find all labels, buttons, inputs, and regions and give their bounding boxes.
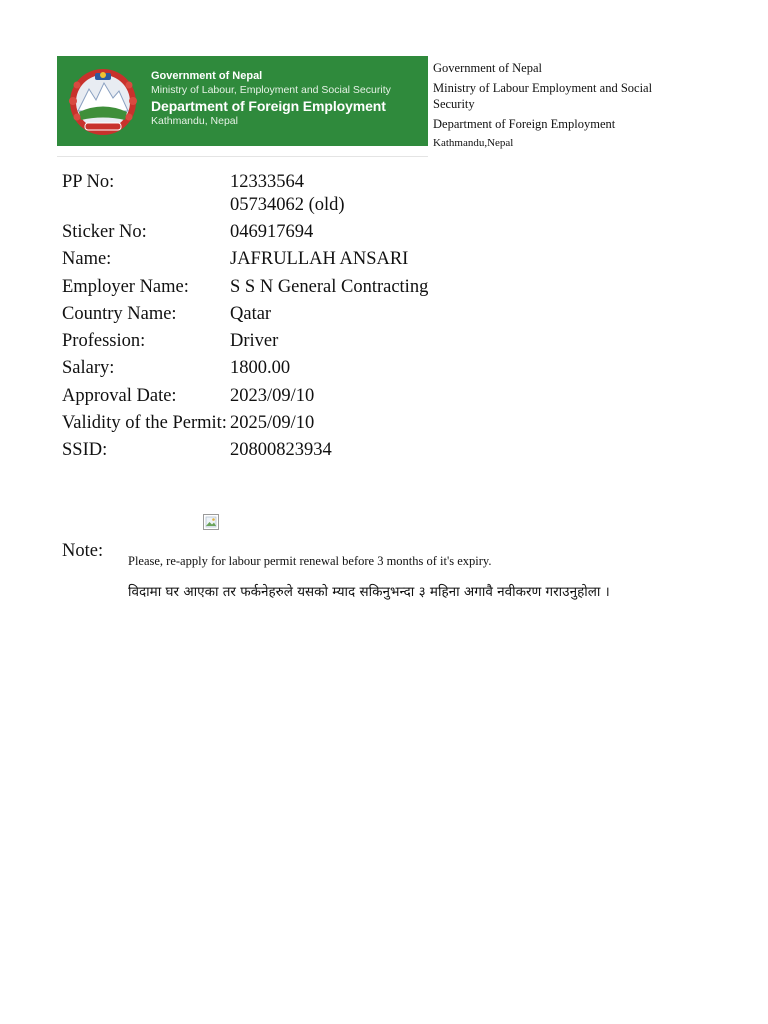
banner-location: Kathmandu, Nepal: [151, 115, 238, 127]
pp-no-value: 12333564: [230, 172, 304, 192]
profession-value: Driver: [230, 331, 279, 352]
employer-name-label: Employer Name:: [62, 276, 189, 297]
detail-row-country-name: [62, 303, 428, 326]
pp-no-label: PP No:: [62, 172, 115, 192]
gov-info-ministry: Ministry of Labour Employment and Social Security: [433, 81, 653, 111]
profession-label: Profession:: [62, 331, 146, 352]
pp-no-old-value: 05734062 (old): [230, 195, 345, 215]
banner-text: [151, 69, 391, 128]
gov-info-location: Kathmandu,Nepal: [433, 137, 514, 149]
detail-row-approval-date: [62, 385, 428, 408]
detail-row-validity: [62, 412, 428, 435]
detail-row-name: [62, 248, 428, 271]
detail-row-employer-name: [62, 276, 428, 299]
gov-info-government: Government of Nepal: [433, 61, 542, 75]
detail-row-sticker-no: [62, 221, 428, 244]
pp-no-values: [230, 171, 345, 217]
header-divider: [57, 156, 428, 157]
permit-details: [62, 171, 428, 462]
note-label: Note:: [62, 541, 104, 561]
nepal-emblem-icon: [65, 65, 141, 137]
banner-government: Government of Nepal: [151, 70, 263, 82]
banner-department: Department of Foreign Employment: [151, 98, 386, 114]
detail-row-ssid: [62, 439, 428, 462]
department-banner: [57, 56, 428, 146]
gov-info-department: Department of Foreign Employment: [433, 117, 616, 131]
detail-row-salary: [62, 357, 428, 380]
country-name-value: Qatar: [230, 303, 272, 324]
validity-value: 2025/09/10: [230, 413, 315, 434]
salary-label: Salary:: [62, 358, 115, 379]
detail-row-pp-no: [62, 171, 428, 217]
salary-value: 1800.00: [230, 358, 291, 379]
ssid-value: 20800823934: [230, 440, 332, 461]
banner-ministry: Ministry of Labour, Employment and Social Security: [151, 84, 391, 96]
employer-name-value: S S N General Contracting: [230, 276, 429, 297]
validity-label: Validity of the Permit:: [62, 413, 227, 434]
note-english-text: Please, re-apply for labour permit renewal before 3 months of it's expiry.: [128, 554, 492, 568]
note-nepali-text: विदामा घर आएका तर फर्कनेहरुले यसको म्याद सकिनुभन्दा ३ महिना अगावै नवीकरण गराउनुहोला ।: [128, 584, 610, 600]
detail-row-profession: [62, 330, 428, 353]
approval-date-value: 2023/09/10: [230, 385, 315, 406]
government-info: [433, 60, 693, 151]
name-value: JAFRULLAH ANSARI: [230, 249, 409, 270]
name-label: Name:: [62, 249, 112, 270]
sticker-no-label: Sticker No:: [62, 222, 147, 242]
broken-image-icon: [203, 514, 219, 530]
sticker-no-value: 046917694: [230, 222, 314, 242]
country-name-label: Country Name:: [62, 303, 177, 324]
approval-date-label: Approval Date:: [62, 385, 177, 406]
ssid-label: SSID:: [62, 440, 108, 461]
